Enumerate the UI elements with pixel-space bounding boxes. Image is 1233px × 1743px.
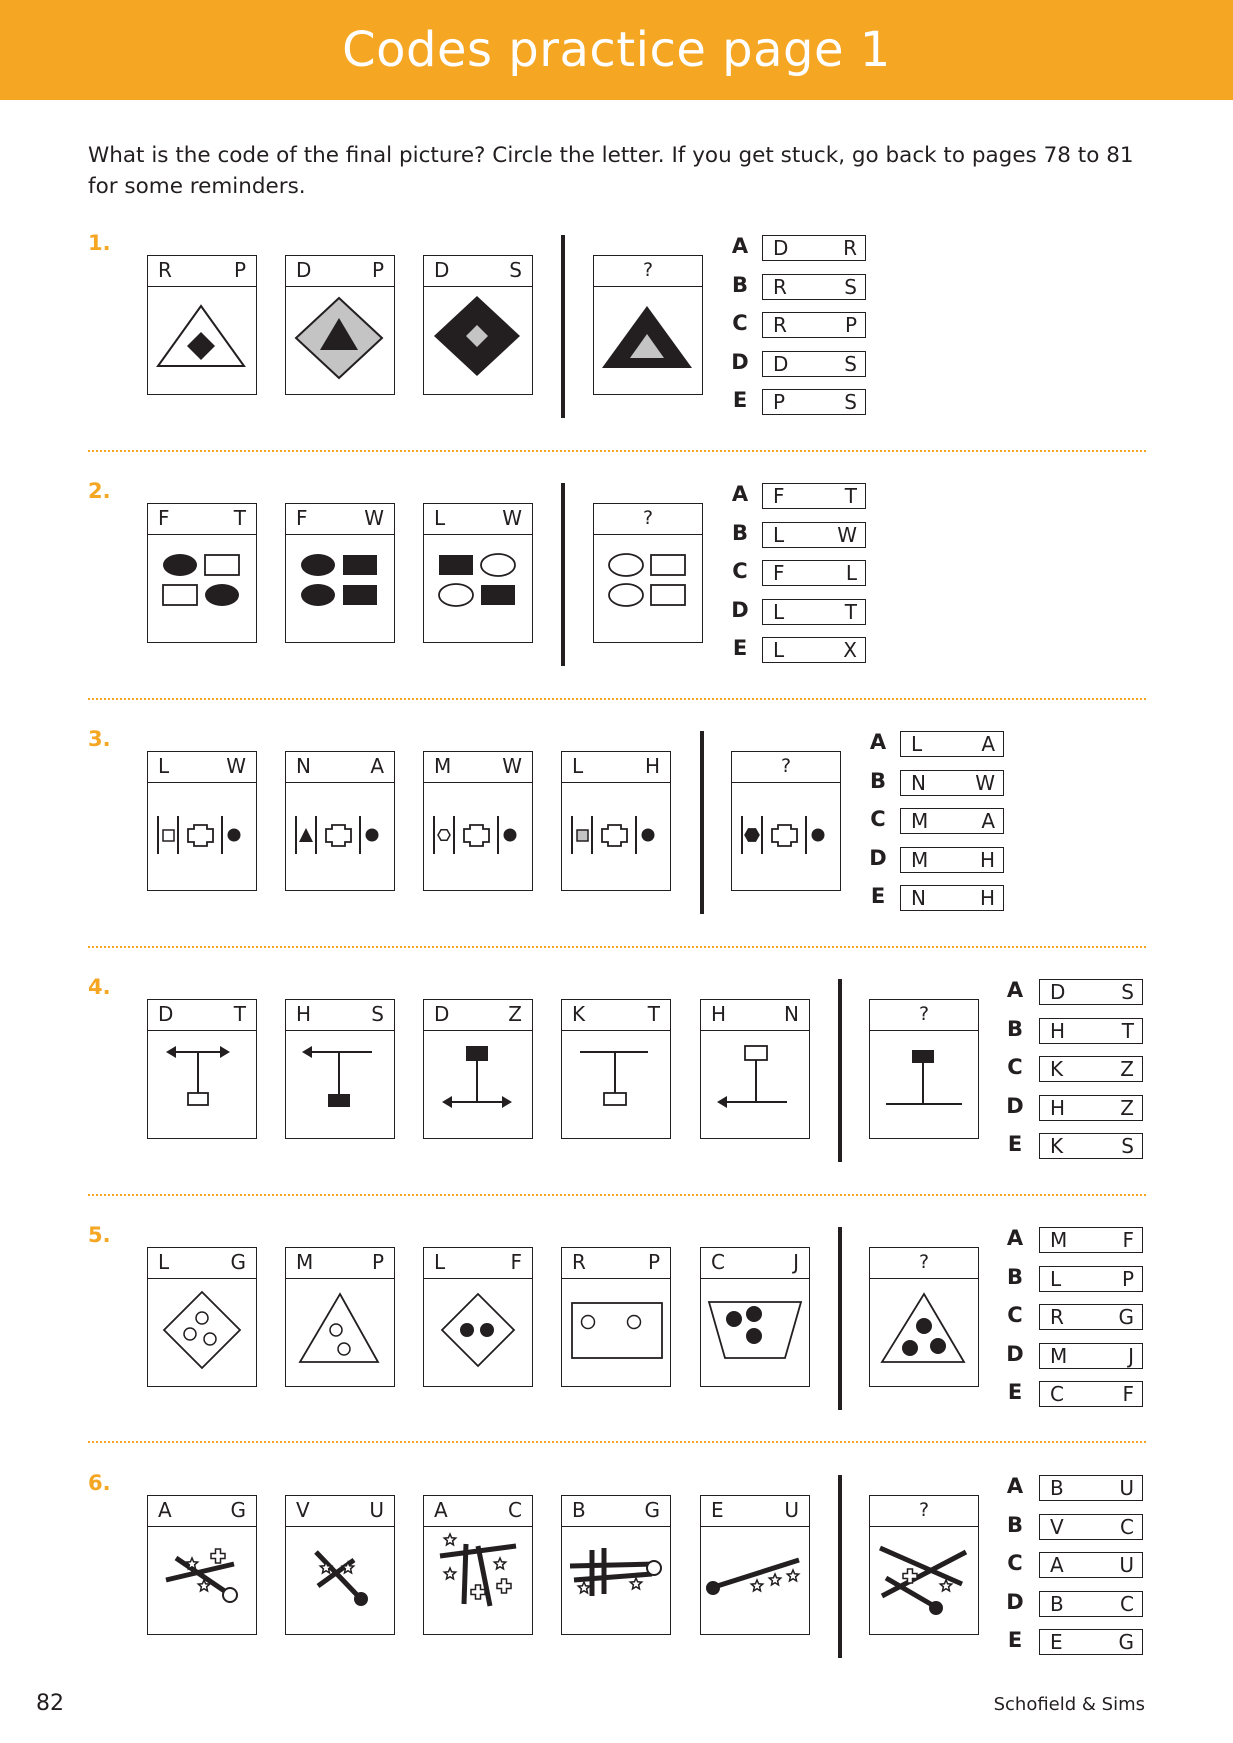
code-letter-2: S xyxy=(371,1002,384,1026)
example-card xyxy=(423,999,533,1139)
card-code xyxy=(286,256,394,287)
card-code xyxy=(148,504,256,535)
question-number: 6. xyxy=(88,1471,111,1495)
option-code-2: S xyxy=(1121,980,1134,1004)
option-letter[interactable]: C xyxy=(1007,1551,1023,1575)
card-code xyxy=(286,1496,394,1527)
code-letter-2: N xyxy=(784,1002,799,1026)
card-code xyxy=(424,1248,532,1279)
code-letter-1: L xyxy=(572,754,584,778)
option-letter[interactable]: E xyxy=(1007,1380,1023,1404)
option-code-2: Z xyxy=(1120,1095,1134,1120)
lines-cross-star-6-figure xyxy=(870,1526,977,1633)
option-code-2: W xyxy=(837,522,857,547)
code-letter-2: W xyxy=(364,506,384,530)
option-code-box[interactable] xyxy=(1039,1381,1143,1407)
rectangle-two-white-circles-figure xyxy=(562,1278,669,1385)
instructions: What is the code of the final picture? Circle the letter. If you get stuck, go back to pages 78 to 81 for some reminders. xyxy=(88,143,1134,199)
option-code-box[interactable] xyxy=(1039,1133,1143,1159)
option-code-box[interactable] xyxy=(762,522,866,548)
example-card xyxy=(285,1247,395,1387)
code-letter-2: T xyxy=(233,506,246,530)
code-letter-1: B xyxy=(572,1498,586,1522)
option-code-1: B xyxy=(1050,1476,1064,1500)
option-code-1: L xyxy=(773,638,785,662)
code-letter-1: C xyxy=(711,1250,725,1274)
option-code-box[interactable] xyxy=(1039,1591,1143,1617)
option-code-1: H xyxy=(1050,1095,1066,1120)
ovals-and-rectangles-2-figure xyxy=(286,534,393,641)
ovals-and-rectangles-1-figure xyxy=(148,534,255,641)
option-letter[interactable]: A xyxy=(869,730,887,754)
publisher-name: Schofield & Sims xyxy=(993,1694,1145,1715)
option-code-2: S xyxy=(844,274,857,299)
option-code-box[interactable] xyxy=(1039,1475,1143,1501)
option-code-2: Z xyxy=(1120,1057,1134,1081)
option-code-2: T xyxy=(844,599,857,624)
code-letter-1: V xyxy=(296,1498,310,1522)
code-letter-2: P xyxy=(371,1250,384,1274)
option-code-box[interactable] xyxy=(900,808,1004,834)
code-letter-1: N xyxy=(296,754,311,778)
option-code-2: S xyxy=(1121,1134,1134,1158)
question-mark: ? xyxy=(918,1251,930,1273)
example-card xyxy=(147,255,257,395)
t-shape-5-figure xyxy=(701,1030,808,1137)
option-code-2: H xyxy=(979,847,995,872)
example-card xyxy=(561,999,671,1139)
card-code xyxy=(701,1496,809,1527)
option-letter[interactable]: C xyxy=(1007,1303,1023,1327)
question-mark: ? xyxy=(918,1499,930,1521)
page-number: 82 xyxy=(36,1691,64,1716)
example-card xyxy=(561,1247,671,1387)
code-letter-2: G xyxy=(230,1498,246,1522)
option-letter[interactable]: E xyxy=(870,884,886,908)
card-code xyxy=(562,1496,670,1527)
option-letter[interactable]: D xyxy=(1006,1093,1024,1118)
option-code-1: K xyxy=(1050,1134,1064,1158)
option-letter[interactable]: C xyxy=(870,807,886,831)
option-code-1: V xyxy=(1050,1514,1064,1539)
option-code-box[interactable] xyxy=(762,389,866,415)
option-letter[interactable]: D xyxy=(1006,1341,1024,1366)
option-code-1: F xyxy=(773,561,785,585)
lines-stars-4-figure xyxy=(562,1526,669,1633)
ovals-and-rectangles-4-figure xyxy=(594,534,701,641)
code-letter-1: M xyxy=(296,1250,314,1274)
code-letter-2: F xyxy=(510,1250,522,1274)
example-card xyxy=(423,255,533,395)
lines-stars-5-figure xyxy=(701,1526,808,1633)
code-letter-1: L xyxy=(434,506,446,530)
card-code xyxy=(424,504,532,535)
option-code-2: A xyxy=(981,809,995,833)
card-code xyxy=(286,1000,394,1031)
option-code-2: P xyxy=(1121,1266,1134,1291)
option-code-1: C xyxy=(1050,1382,1064,1406)
example-card xyxy=(700,1247,810,1387)
diamond-two-black-circles-figure xyxy=(424,1278,531,1385)
option-code-1: K xyxy=(1050,1057,1064,1081)
option-letter[interactable]: A xyxy=(731,482,749,506)
option-code-box[interactable] xyxy=(762,637,866,663)
target-card xyxy=(869,1495,979,1635)
option-code-1: A xyxy=(1050,1553,1064,1577)
option-code-2: X xyxy=(843,638,857,662)
example-card xyxy=(147,503,257,643)
option-code-box[interactable] xyxy=(900,885,1004,911)
example-card xyxy=(147,999,257,1139)
card-code xyxy=(701,1000,809,1031)
diamond-three-white-circles-figure xyxy=(148,1278,255,1385)
section-divider xyxy=(88,450,1146,452)
question-number: 3. xyxy=(88,727,111,751)
option-code-box[interactable] xyxy=(762,483,866,509)
bars-black-hexagon-figure xyxy=(732,782,839,889)
option-code-2: C xyxy=(1120,1514,1134,1539)
option-code-2: F xyxy=(1122,1382,1134,1406)
question-mark: ? xyxy=(642,507,654,529)
option-code-1: L xyxy=(1050,1266,1062,1291)
option-code-box[interactable] xyxy=(1039,1552,1143,1578)
example-card xyxy=(147,1247,257,1387)
option-code-2: A xyxy=(981,732,995,756)
option-code-box[interactable] xyxy=(1039,1629,1143,1655)
option-code-2: P xyxy=(844,313,857,337)
option-code-box[interactable] xyxy=(1039,1056,1143,1082)
page-title: Codes practice page 1 xyxy=(342,22,891,78)
option-code-1: F xyxy=(773,484,785,508)
code-letter-1: L xyxy=(158,1250,170,1274)
example-card xyxy=(561,1495,671,1635)
example-card xyxy=(285,751,395,891)
code-letter-1: R xyxy=(572,1250,586,1274)
option-code-box[interactable] xyxy=(762,274,866,300)
option-code-2: C xyxy=(1120,1591,1134,1616)
example-card xyxy=(700,999,810,1139)
option-code-box[interactable] xyxy=(1039,1304,1143,1330)
code-letter-1: M xyxy=(434,754,452,778)
card-code xyxy=(424,1000,532,1031)
target-code xyxy=(594,504,702,535)
option-code-2: G xyxy=(1118,1305,1134,1329)
target-code xyxy=(870,1248,978,1279)
option-letter[interactable]: D xyxy=(731,597,749,622)
t-shape-4-figure xyxy=(562,1030,669,1137)
t-shape-3-figure xyxy=(424,1030,531,1137)
bars-grey-square-figure xyxy=(562,782,669,889)
question-number: 4. xyxy=(88,975,111,999)
divider-bar xyxy=(700,731,704,914)
option-code-2: S xyxy=(844,351,857,376)
option-code-1: L xyxy=(911,732,923,756)
code-letter-2: P xyxy=(371,258,384,282)
option-code-box[interactable] xyxy=(1039,1343,1143,1369)
code-letter-2: J xyxy=(793,1250,799,1274)
option-code-1: M xyxy=(911,809,929,833)
option-code-box[interactable] xyxy=(1039,1514,1143,1540)
option-code-box[interactable] xyxy=(1039,1095,1143,1121)
code-letter-1: D xyxy=(434,1002,450,1026)
option-code-box[interactable] xyxy=(900,847,1004,873)
card-code xyxy=(286,752,394,783)
option-letter[interactable]: B xyxy=(1006,1016,1023,1041)
option-code-1: M xyxy=(1050,1343,1068,1368)
section-divider xyxy=(88,1194,1146,1196)
example-card xyxy=(423,503,533,643)
code-letter-2: Z xyxy=(508,1002,522,1026)
section-divider xyxy=(88,946,1146,948)
card-code xyxy=(562,752,670,783)
code-letter-1: F xyxy=(158,506,170,530)
option-code-box[interactable] xyxy=(762,312,866,338)
option-code-2: S xyxy=(844,390,857,414)
option-code-2: G xyxy=(1118,1630,1134,1654)
target-card xyxy=(869,1247,979,1387)
code-letter-2: T xyxy=(647,1002,660,1026)
question-mark: ? xyxy=(780,755,792,777)
code-letter-1: L xyxy=(158,754,170,778)
black-triangle-with-grey-triangle-figure xyxy=(594,286,701,393)
triangle-three-black-circles-figure xyxy=(870,1278,977,1385)
option-code-2: T xyxy=(844,484,857,508)
option-code-box[interactable] xyxy=(900,731,1004,757)
option-code-2: W xyxy=(975,770,995,795)
option-code-1: D xyxy=(773,351,789,376)
option-code-box[interactable] xyxy=(762,351,866,377)
option-letter[interactable]: B xyxy=(731,520,748,545)
divider-bar xyxy=(838,979,842,1162)
card-code xyxy=(424,1496,532,1527)
option-letter[interactable]: A xyxy=(1006,978,1024,1002)
option-code-1: N xyxy=(911,886,926,910)
card-code xyxy=(424,256,532,287)
option-letter[interactable]: E xyxy=(732,636,748,660)
option-code-2: T xyxy=(1121,1018,1134,1043)
triangle-two-white-circles-figure xyxy=(286,1278,393,1385)
example-card xyxy=(285,999,395,1139)
option-code-box[interactable] xyxy=(1039,1227,1143,1253)
option-letter[interactable]: E xyxy=(732,388,748,412)
code-letter-1: D xyxy=(434,258,450,282)
divider-bar xyxy=(838,1475,842,1658)
option-code-2: H xyxy=(979,886,995,910)
example-card xyxy=(147,751,257,891)
code-letter-1: F xyxy=(296,506,308,530)
option-code-1: M xyxy=(1050,1228,1068,1252)
triangle-with-black-diamond-figure xyxy=(148,286,255,393)
option-letter[interactable]: D xyxy=(1006,1589,1024,1614)
option-code-2: U xyxy=(1119,1553,1134,1577)
target-code xyxy=(594,256,702,287)
card-code xyxy=(148,256,256,287)
code-letter-1: H xyxy=(711,1002,727,1026)
example-card xyxy=(423,1247,533,1387)
page-header xyxy=(0,0,1233,100)
option-code-2: U xyxy=(1119,1476,1134,1500)
code-letter-2: G xyxy=(230,1250,246,1274)
code-letter-1: D xyxy=(296,258,312,282)
code-letter-1: H xyxy=(296,1002,312,1026)
target-code xyxy=(732,752,840,783)
option-letter[interactable]: B xyxy=(869,768,886,793)
card-code xyxy=(562,1248,670,1279)
option-letter[interactable]: A xyxy=(1006,1474,1024,1498)
lines-stars-2-figure xyxy=(286,1526,393,1633)
option-letter[interactable]: E xyxy=(1007,1628,1023,1652)
code-letter-2: A xyxy=(370,754,384,778)
option-code-1: D xyxy=(773,236,789,260)
option-code-1: H xyxy=(1050,1018,1066,1043)
card-code xyxy=(148,1000,256,1031)
code-letter-2: W xyxy=(226,754,246,778)
card-code xyxy=(562,1000,670,1031)
example-card xyxy=(285,503,395,643)
option-code-2: F xyxy=(1122,1228,1134,1252)
code-letter-2: H xyxy=(644,754,660,778)
code-letter-1: A xyxy=(434,1498,448,1522)
code-letter-1: D xyxy=(158,1002,174,1026)
code-letter-2: P xyxy=(647,1250,660,1274)
option-code-box[interactable] xyxy=(762,560,866,586)
option-code-1: M xyxy=(911,847,929,872)
ovals-and-rectangles-3-figure xyxy=(424,534,531,641)
example-card xyxy=(700,1495,810,1635)
code-letter-2: C xyxy=(508,1498,522,1522)
code-letter-2: W xyxy=(502,506,522,530)
option-code-1: R xyxy=(773,313,787,337)
grey-diamond-with-black-triangle-figure xyxy=(286,286,393,393)
question-number: 5. xyxy=(88,1223,111,1247)
card-code xyxy=(701,1248,809,1279)
example-card xyxy=(285,1495,395,1635)
divider-bar xyxy=(561,483,565,666)
example-card xyxy=(423,751,533,891)
code-letter-2: P xyxy=(233,258,246,282)
option-code-2: J xyxy=(1128,1343,1134,1368)
trapezium-three-black-circles-figure xyxy=(701,1278,808,1385)
option-code-box[interactable] xyxy=(1039,1018,1143,1044)
t-shape-1-figure xyxy=(148,1030,255,1137)
option-code-box[interactable] xyxy=(1039,979,1143,1005)
question-mark: ? xyxy=(642,259,654,281)
option-letter[interactable]: C xyxy=(1007,1055,1023,1079)
divider-bar xyxy=(561,235,565,418)
target-card xyxy=(593,503,703,643)
target-card xyxy=(869,999,979,1139)
code-letter-2: U xyxy=(369,1498,384,1522)
option-letter[interactable]: C xyxy=(732,559,748,583)
question-number: 2. xyxy=(88,479,111,503)
option-letter[interactable]: B xyxy=(731,272,748,297)
option-code-1: P xyxy=(773,390,786,414)
option-code-1: D xyxy=(1050,980,1066,1004)
target-code xyxy=(870,1496,978,1527)
option-code-box[interactable] xyxy=(762,235,866,261)
t-shape-2-figure xyxy=(286,1030,393,1137)
example-card xyxy=(285,255,395,395)
example-card xyxy=(147,1495,257,1635)
black-diamond-with-grey-diamond-figure xyxy=(424,286,531,393)
option-letter[interactable]: D xyxy=(731,349,749,374)
code-letter-2: W xyxy=(502,754,522,778)
question-mark: ? xyxy=(918,1003,930,1025)
option-code-1: E xyxy=(1050,1630,1063,1654)
card-code xyxy=(148,752,256,783)
code-letter-1: L xyxy=(434,1250,446,1274)
card-code xyxy=(424,752,532,783)
option-letter[interactable]: D xyxy=(869,845,887,870)
card-code xyxy=(286,1248,394,1279)
bars-white-hexagon-figure xyxy=(424,782,531,889)
option-letter[interactable]: E xyxy=(1007,1132,1023,1156)
option-letter[interactable]: A xyxy=(1006,1226,1024,1250)
card-code xyxy=(148,1248,256,1279)
bars-black-triangle-figure xyxy=(286,782,393,889)
option-code-1: B xyxy=(1050,1591,1064,1616)
code-letter-2: S xyxy=(509,258,522,282)
option-code-1: R xyxy=(773,274,787,299)
option-code-1: N xyxy=(911,770,926,795)
lines-stars-crosses-1-figure xyxy=(148,1526,255,1633)
code-letter-1: K xyxy=(572,1002,586,1026)
section-divider xyxy=(88,1441,1146,1443)
lines-stars-crosses-3-figure xyxy=(424,1526,531,1633)
target-code xyxy=(870,1000,978,1031)
example-card xyxy=(561,751,671,891)
divider-bar xyxy=(838,1227,842,1410)
option-code-1: L xyxy=(773,522,785,547)
option-letter[interactable]: B xyxy=(1006,1512,1023,1537)
card-code xyxy=(148,1496,256,1527)
target-card xyxy=(593,255,703,395)
option-code-box[interactable] xyxy=(1039,1266,1143,1292)
t-shape-6-figure xyxy=(870,1030,977,1137)
option-code-2: L xyxy=(845,561,857,585)
option-code-box[interactable] xyxy=(900,770,1004,796)
code-letter-1: R xyxy=(158,258,172,282)
question-number: 1. xyxy=(88,231,111,255)
code-letter-2: G xyxy=(644,1498,660,1522)
option-letter[interactable]: A xyxy=(731,234,749,258)
option-code-1: L xyxy=(773,599,785,624)
option-code-box[interactable] xyxy=(762,599,866,625)
code-letter-2: T xyxy=(233,1002,246,1026)
option-letter[interactable]: B xyxy=(1006,1264,1023,1289)
section-divider xyxy=(88,698,1146,700)
code-letter-2: U xyxy=(784,1498,799,1522)
code-letter-1: A xyxy=(158,1498,172,1522)
option-code-2: R xyxy=(843,236,857,260)
target-card xyxy=(731,751,841,891)
code-letter-1: E xyxy=(711,1498,724,1522)
example-card xyxy=(423,1495,533,1635)
option-code-1: R xyxy=(1050,1305,1064,1329)
card-code xyxy=(286,504,394,535)
bars-white-square-figure xyxy=(148,782,255,889)
option-letter[interactable]: C xyxy=(732,311,748,335)
